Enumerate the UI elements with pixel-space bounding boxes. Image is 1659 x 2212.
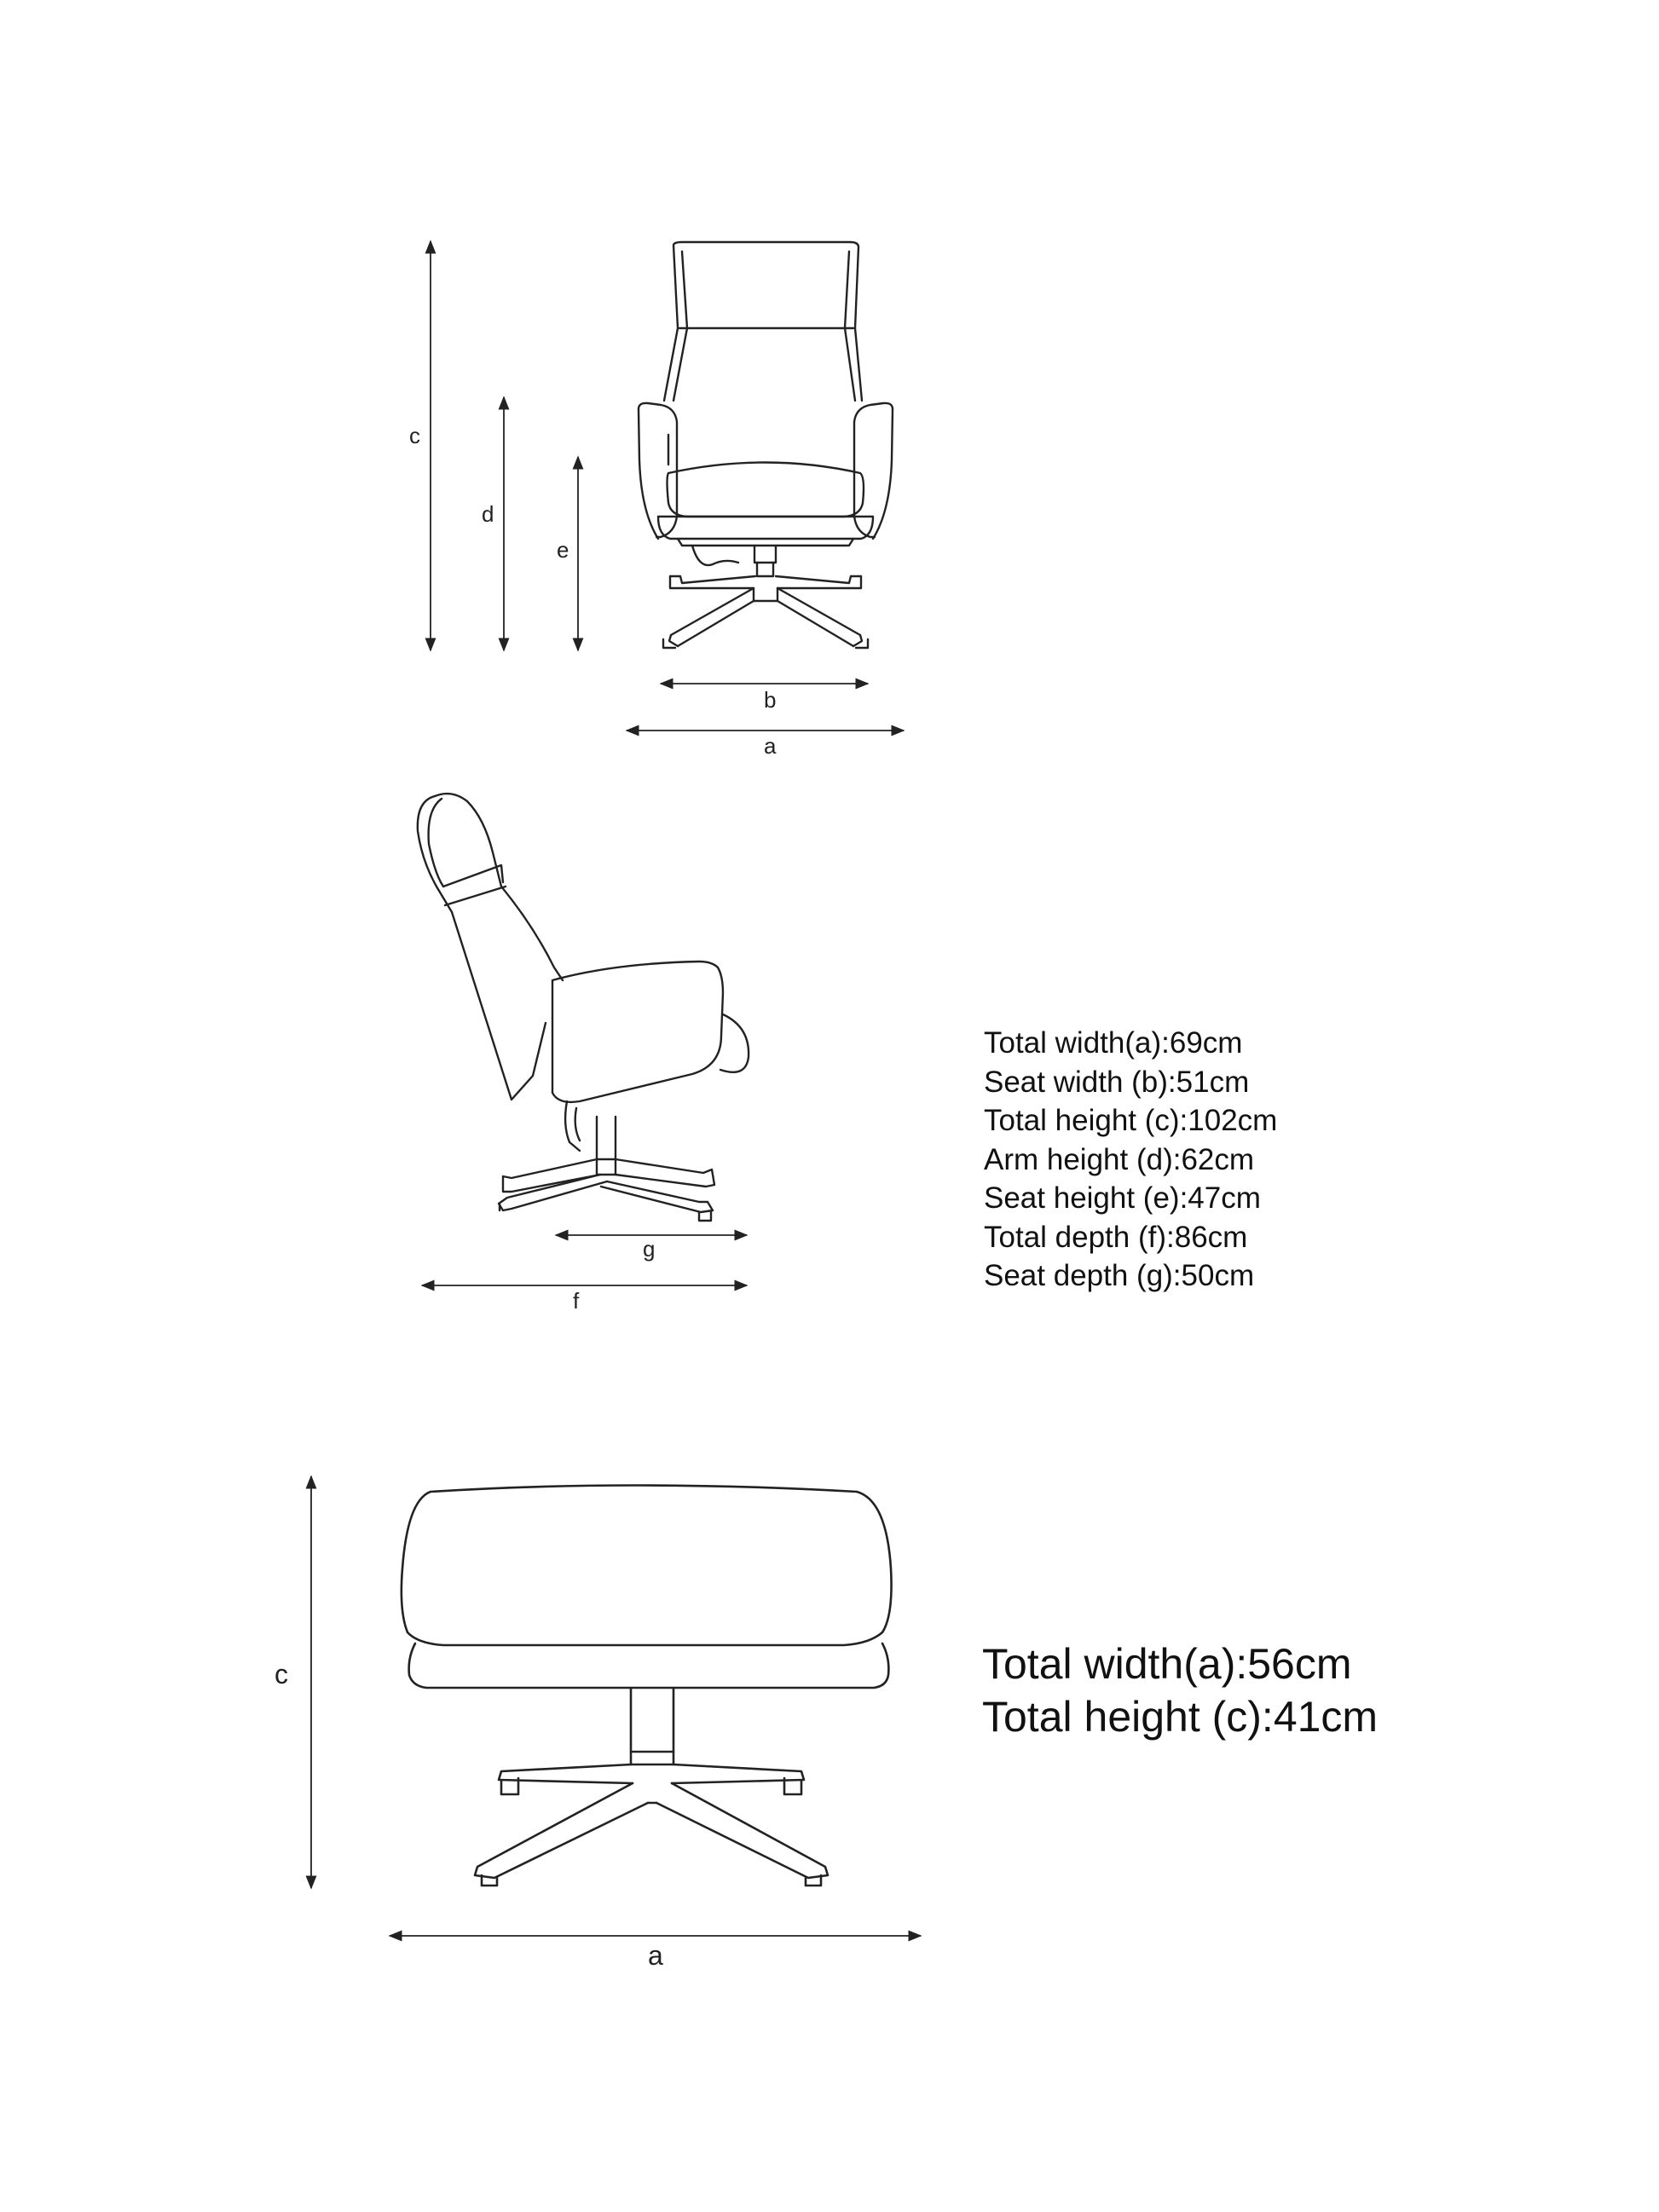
footstool-spec-list [982, 1640, 1379, 1748]
spec-seat-depth: Seat depth (g):50cm [984, 1259, 1255, 1292]
spec-total-height: Total height (c):102cm [984, 1104, 1278, 1137]
spec-seat-width: Seat width (b):51cm [984, 1065, 1250, 1099]
chair-spec-list [984, 1028, 1277, 1300]
spec-footstool-width: Total width(a):56cm [982, 1640, 1352, 1688]
label-d: d [482, 501, 494, 527]
label-f: f [573, 1288, 580, 1314]
footstool-dimensions [311, 1476, 921, 1936]
footstool-front-view [402, 1486, 892, 1886]
spec-seat-height: Seat height (e):47cm [984, 1181, 1261, 1215]
spec-arm-height: Arm height (d):62cm [984, 1142, 1255, 1176]
chair-front-view [639, 242, 893, 648]
label-a: a [764, 733, 777, 759]
label-a: a [648, 1940, 663, 1971]
chair-side-view [418, 794, 749, 1221]
spec-footstool-height: Total height (c):41cm [982, 1693, 1379, 1741]
spec-total-depth: Total depth (f):86cm [984, 1220, 1248, 1254]
chair-side-dimensions [422, 1235, 747, 1285]
label-c: c [275, 1659, 288, 1689]
label-b: b [764, 687, 777, 713]
spec-total-width: Total width(a):69cm [984, 1026, 1243, 1060]
label-g: g [643, 1236, 656, 1262]
label-c: c [409, 423, 420, 448]
label-e: e [557, 537, 569, 563]
